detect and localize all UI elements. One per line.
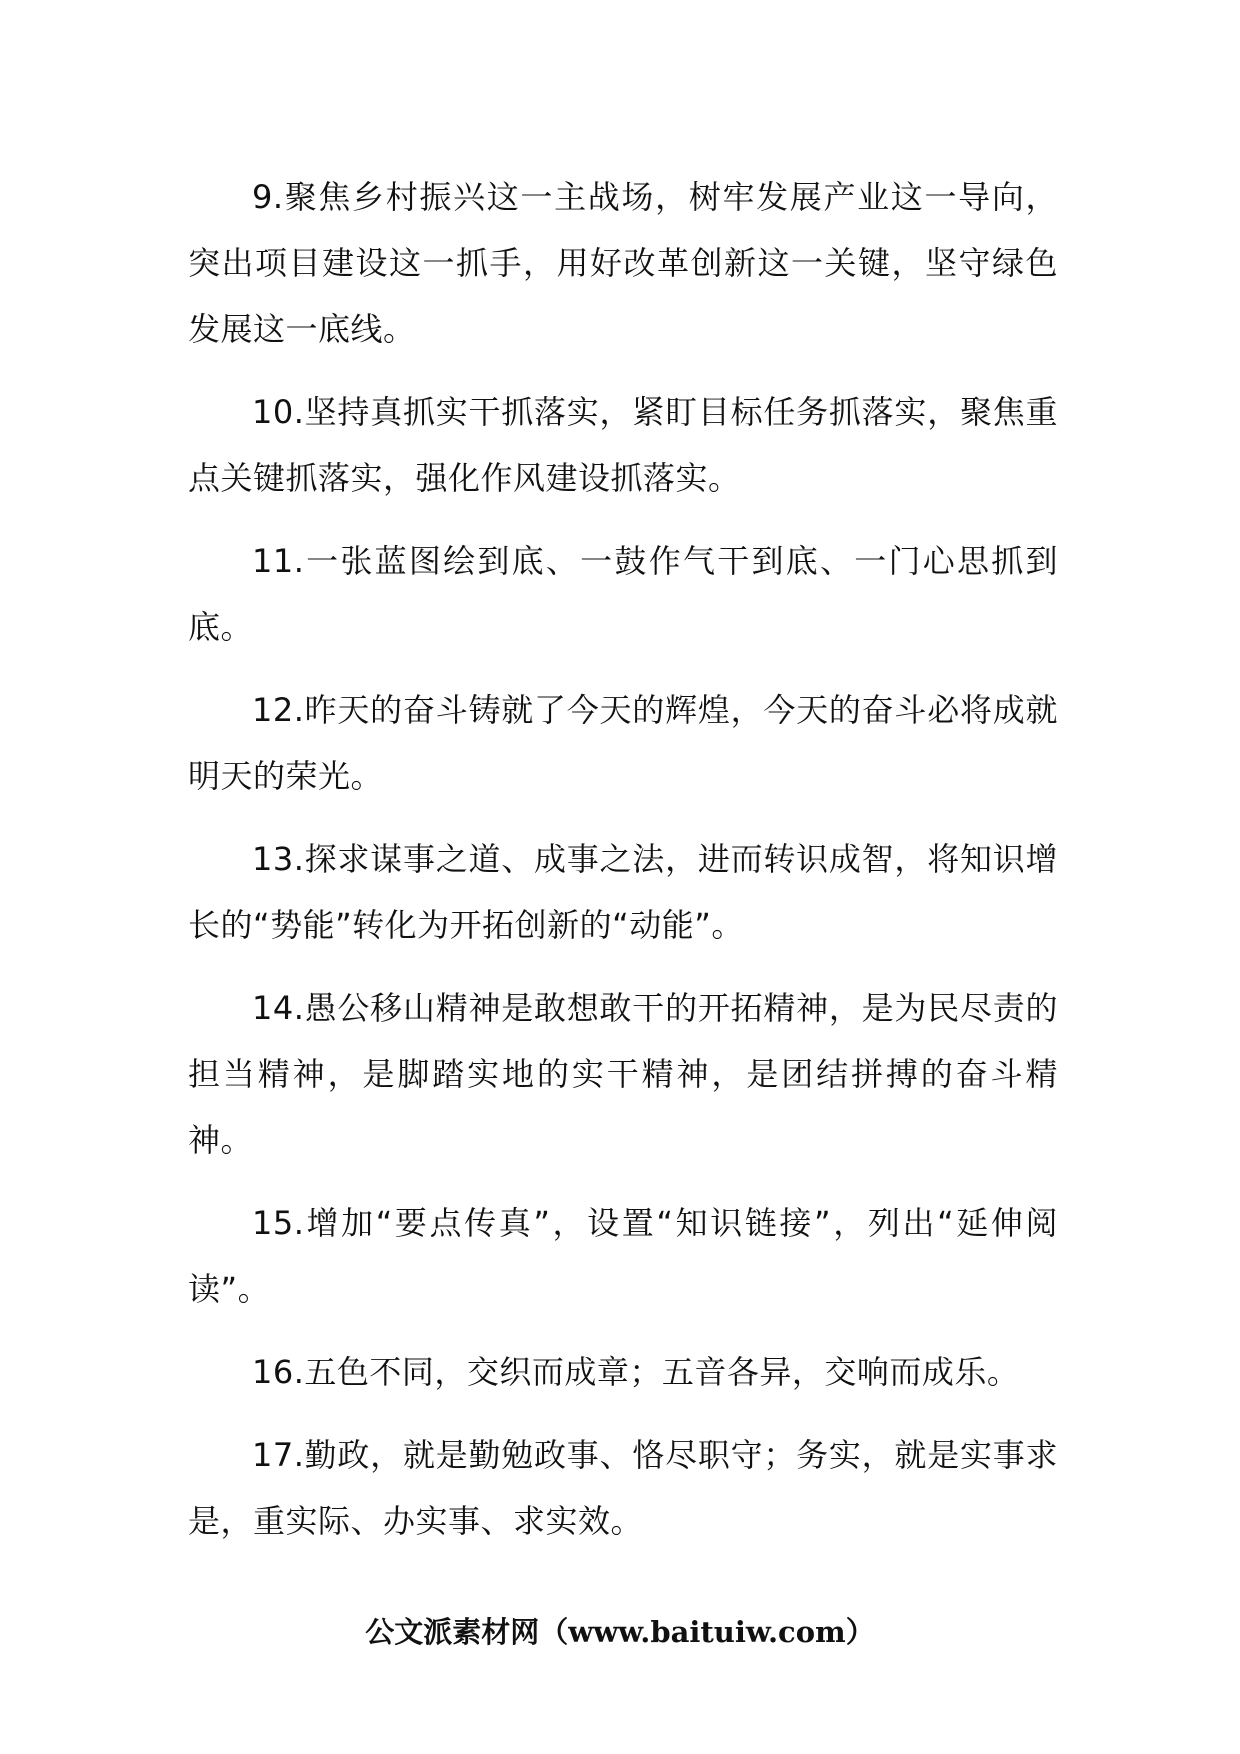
paragraph-17: 17.勤政，就是勤勉政事、恪尽职守；务实，就是实事求是，重实际、办实事、求实效。 bbox=[188, 1436, 1058, 1540]
document-body bbox=[188, 164, 1058, 1571]
paragraph-10: 10.坚持真抓实干抓落实，紧盯目标任务抓落实，聚焦重点关键抓落实，强化作风建设抓落实。 bbox=[188, 393, 1058, 497]
paragraph-11: 11.一张蓝图绘到底、一鼓作气干到底、一门心思抓到底。 bbox=[188, 542, 1058, 646]
paragraph-14: 14.愚公移山精神是敢想敢干的开拓精神，是为民尽责的担当精神，是脚踏实地的实干精神，是团结拼搏的奋斗精神。 bbox=[188, 989, 1058, 1159]
paragraph-13: 13.探求谋事之道、成事之法，进而转识成智，将知识增长的“势能”转化为开拓创新的“动能”。 bbox=[188, 840, 1058, 944]
paragraph-16: 16.五色不同，交织而成章；五音各异，交响而成乐。 bbox=[252, 1353, 1020, 1391]
page-footer: 公文派素材网（www.baituiw.com） bbox=[365, 1615, 875, 1649]
paragraph-12: 12.昨天的奋斗铸就了今天的辉煌，今天的奋斗必将成就明天的荣光。 bbox=[188, 691, 1058, 795]
paragraph-9: 9.聚焦乡村振兴这一主战场，树牢发展产业这一导向，突出项目建设这一抓手，用好改革创新这一关键，坚守绿色发展这一底线。 bbox=[188, 178, 1058, 348]
paragraph-15: 15.增加“要点传真”，设置“知识链接”，列出“延伸阅读”。 bbox=[188, 1204, 1058, 1308]
